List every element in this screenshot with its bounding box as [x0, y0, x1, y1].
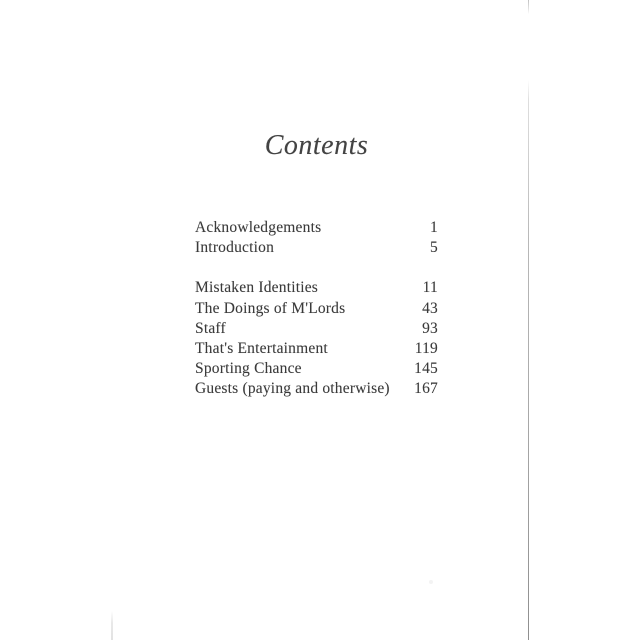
- toc-entry-page: 1: [430, 219, 438, 236]
- toc-row-guests: [195, 379, 438, 399]
- toc-entry-label: Introduction: [195, 239, 275, 257]
- toc-entry-page: 145: [414, 360, 438, 378]
- toc-row-mistaken-identities: [195, 278, 438, 298]
- toc-entry-label: Mistaken Identities: [195, 279, 319, 297]
- toc-entry-page: 167: [414, 380, 438, 398]
- toc-row-staff: [195, 319, 438, 339]
- toc-entry-label: That's Entertainment: [195, 340, 328, 358]
- toc-row-sporting-chance: [195, 359, 438, 379]
- page-crease-mark: [111, 611, 113, 640]
- toc-entry-label: Acknowledgements: [195, 219, 322, 236]
- page-edge-line: [528, 0, 529, 640]
- toc-entry-label: The Doings of M'Lords: [195, 299, 346, 317]
- toc-row-introduction: [195, 238, 438, 258]
- toc-entry-label: Staff: [195, 319, 226, 337]
- toc-row-acknowledgements: [195, 218, 438, 238]
- toc-entry-page: 119: [414, 340, 438, 358]
- toc-entry-page: 43: [422, 299, 438, 317]
- contents-title: Contents: [264, 130, 369, 161]
- toc-entry-page: 93: [422, 319, 438, 337]
- toc-entry-page: 5: [430, 239, 438, 257]
- paper-speck: [429, 580, 433, 584]
- toc-row-thats-entertainment: [195, 339, 438, 359]
- toc-front-matter-group: [195, 218, 438, 258]
- table-of-contents: [195, 218, 438, 400]
- toc-entry-label: Sporting Chance: [195, 360, 302, 378]
- toc-chapters-group: [195, 278, 438, 399]
- toc-entry-label: Guests (paying and otherwise): [195, 380, 390, 398]
- toc-entry-page: 11: [422, 279, 438, 297]
- toc-row-doings-of-mlords: [195, 299, 438, 319]
